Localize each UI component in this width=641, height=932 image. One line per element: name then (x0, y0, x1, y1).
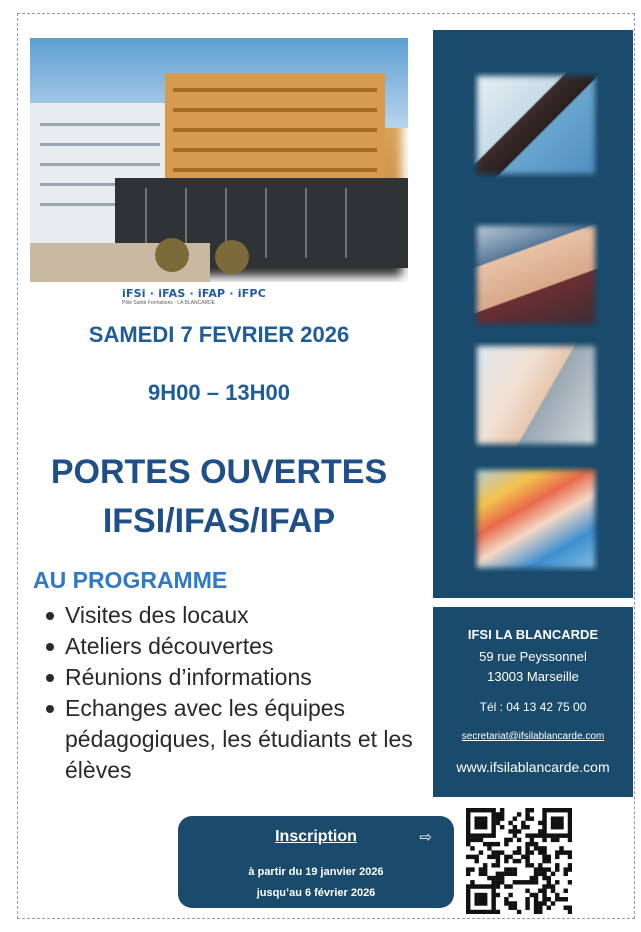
contact-email-link[interactable]: secretariat@ifsilablancarde.com (461, 731, 605, 742)
contact-phone: Tél : 04 13 42 75 00 (479, 700, 587, 714)
child-care-photo (473, 466, 599, 572)
contact-website-link[interactable]: www.ifsilablancarde.com (456, 759, 610, 775)
contact-box (433, 607, 633, 797)
logos-text: iFSi · iFAS · iFAP · iFPC (122, 287, 266, 300)
list-item: Echanges avec les équipes pédagogiques, les étudiants et les élèves (44, 693, 424, 786)
bullet-icon (46, 643, 54, 651)
bullet-icon (46, 705, 54, 713)
photo-column (433, 30, 633, 598)
list-item: Visites des locaux (44, 600, 424, 631)
arrow-right-icon: ⇨ (419, 829, 432, 846)
list-item: Ateliers découvertes (44, 631, 424, 662)
nurse-photo (473, 72, 599, 178)
bullet-icon (46, 674, 54, 682)
event-hours: 9H00 – 13H00 (148, 380, 290, 405)
title-line-2: IFSI/IFAS/IFAP (102, 502, 336, 540)
inscription-end: jusqu’au 6 février 2026 (256, 887, 376, 899)
inscription-box (178, 816, 454, 908)
contact-name: IFSI LA BLANCARDE (467, 627, 599, 642)
inscription-link[interactable]: Inscription (275, 828, 357, 845)
contact-street: 59 rue Peyssonnel (479, 649, 587, 664)
contact-city: 13003 Marseille (487, 669, 579, 684)
title-line-1: PORTES OUVERTES (50, 453, 388, 491)
logos-tagline: Pôle Santé Formations · LA BLANCARDE (122, 300, 216, 306)
inscription-start: à partir du 19 janvier 2026 (248, 866, 384, 878)
list-item: Réunions d’informations (44, 662, 424, 693)
bullet-icon (46, 612, 54, 620)
event-title (30, 448, 408, 546)
cpr-training-photo (473, 222, 599, 328)
elderly-care-photo (473, 342, 599, 448)
qr-code[interactable] (466, 808, 572, 914)
event-date: SAMEDI 7 FEVRIER 2026 (88, 322, 350, 347)
building-photo (30, 38, 408, 282)
qr-code-icon (466, 808, 572, 914)
programme-list (44, 600, 424, 786)
programme-heading: AU PROGRAMME (33, 567, 228, 593)
institute-logos (122, 287, 312, 307)
